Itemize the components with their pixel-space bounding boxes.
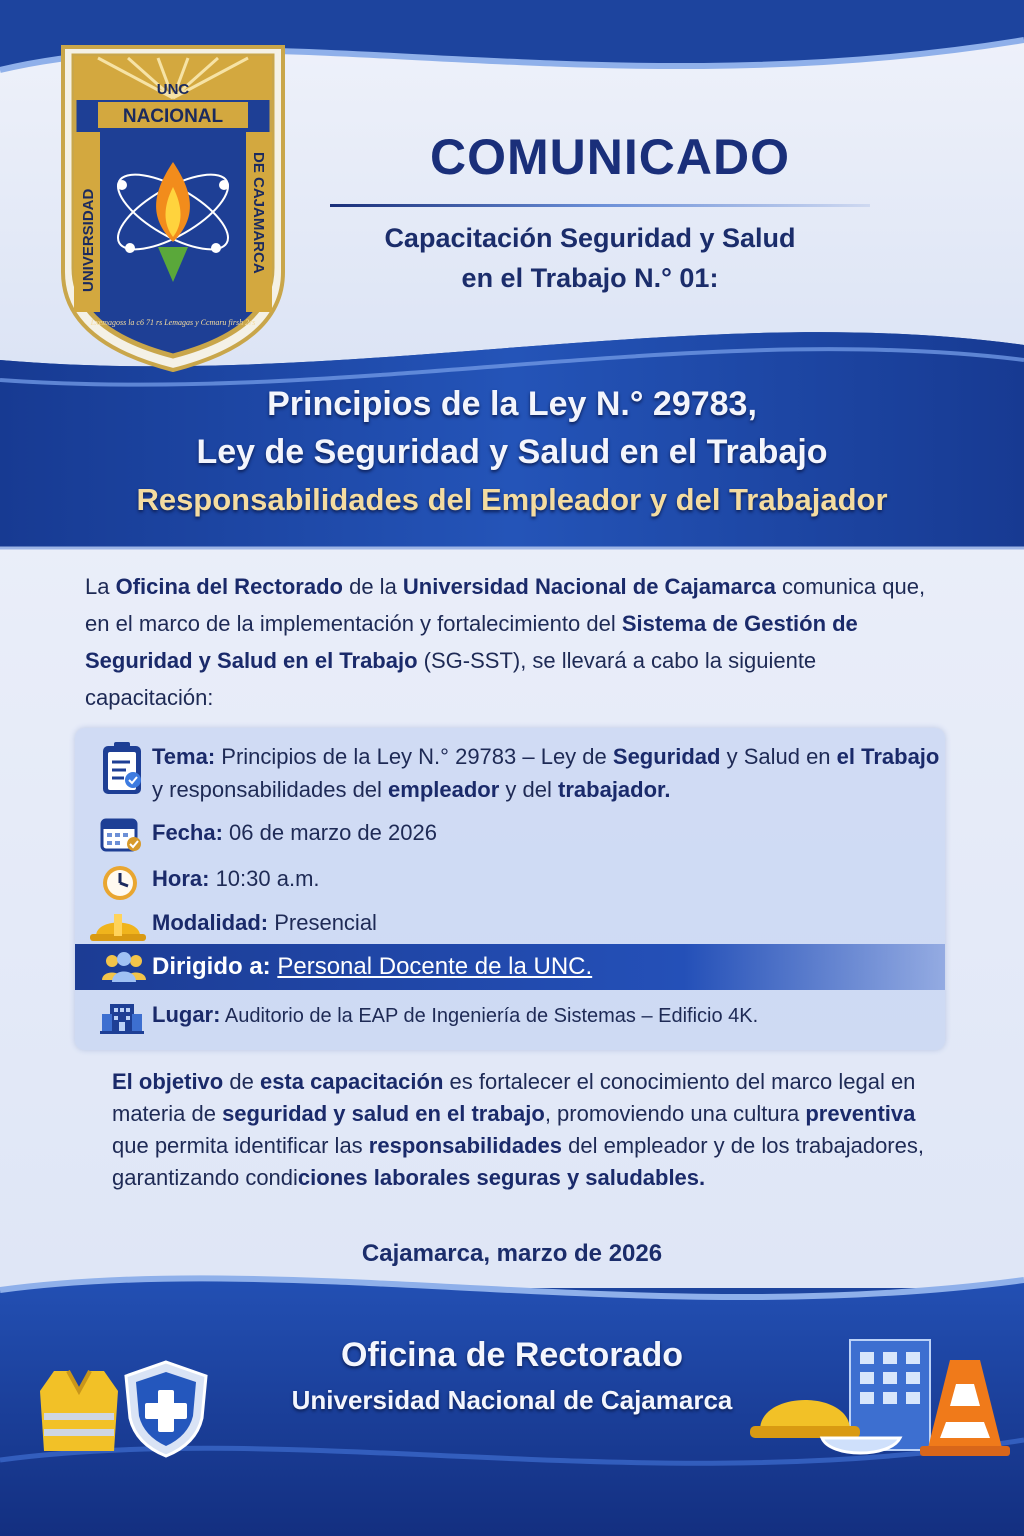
dirigido-value: Personal Docente de la UNC. [277,953,593,980]
crest-right-text: DE CAJAMARCA [250,152,267,274]
title-divider [330,204,870,207]
crest-top-text: UNC [156,81,190,98]
objective-bold: responsabilidades [368,1133,562,1158]
modalidad-text [152,906,942,939]
dirigido-highlight-bar [75,944,945,990]
clock-icon [100,862,144,902]
tema-value: y del [499,777,559,802]
hard-hat-icon [88,906,148,946]
hora-label: Hora: [152,866,210,891]
fecha-label: Fecha: [152,820,223,845]
banner-line-2: Ley de Seguridad y Salud en el Trabajo [196,433,828,471]
lugar-text [152,998,942,1033]
tema-value-bold: empleador [388,777,500,802]
hora-text [152,862,942,895]
fecha-value: 06 de marzo de 2026 [222,820,437,845]
objective-text: que permita identificar las [112,1133,369,1158]
modalidad-label: Modalidad: [152,910,269,935]
tema-value-bold: Seguridad [612,744,721,769]
place-date: Cajamarca, marzo de 2026 [361,1240,663,1267]
crest-left-text: UNIVERSIDAD [80,188,97,292]
lugar-value: Auditorio de la EAP de Ingeniería de Sistemas – Edificio 4K. [220,1005,759,1027]
objective-bold: preventiva [805,1101,916,1126]
fecha-text [152,816,942,849]
page-subtitle [340,218,840,298]
objective-paragraph [112,1066,942,1194]
safety-equipment-cluster-icon [740,1330,1020,1470]
safety-vest-icon [34,1365,124,1455]
dirigido-label: Dirigido a: [152,953,271,980]
objective-bold: esta capacitación [259,1069,444,1094]
page-title: COMUNICADO [430,129,790,185]
calendar-icon [100,816,144,852]
building-icon [100,998,144,1034]
intro-bold: Oficina del Rectorado [115,574,343,599]
tema-value: Principios de la Ley N.° 29783 – Ley de [215,744,613,769]
topic-banner [0,380,1024,550]
objective-bold: seguridad y salud en el trabajo [222,1101,545,1126]
modalidad-value: Presencial [268,910,377,935]
tema-text [152,740,942,806]
objective-bold: El objetivo [112,1069,224,1094]
subtitle-line-2: en el Trabajo N.° 01: [461,263,719,293]
objective-text: del empleador y de los trabajadores, garantizando condi [112,1133,924,1190]
objective-bold: seguras y saludables. [476,1165,706,1190]
tema-value: y Salud en [720,744,837,769]
objective-text: es fortalecer el conocimiento del marco legal en materia de [112,1069,916,1126]
subtitle-line-1: Capacitación Seguridad y Salud [384,223,796,253]
university-crest-logo [58,42,288,372]
hora-value: 10:30 a.m. [209,866,320,891]
footer-university: Universidad Nacional de Cajamarca [291,1385,733,1415]
intro-text: (SG-SST), se llevará a cabo la siguiente capacitación: [85,648,817,710]
tema-label: Tema: [152,744,216,769]
intro-text: comunica que, en el marco de la implementación y fortalecimiento del [85,574,926,636]
intro-text: de la [342,574,403,599]
lugar-label: Lugar: [152,1002,221,1027]
tema-value-bold: trabajador. [558,777,671,802]
banner-line-1: Principios de la Ley N.° 29783, [267,385,757,423]
intro-bold: Sistema de Gestión de Seguridad y Salud en el Trabajo [85,611,858,673]
people-group-icon [100,950,148,984]
objective-bold: ciones laborales [297,1165,471,1190]
intro-paragraph [85,568,945,716]
intro-bold: Universidad Nacional de Cajamarca [402,574,776,599]
objective-text: de [223,1069,260,1094]
crest-motto: Lxemagoss la c6 71 rs Lemagas y Ccmaru firsh 2rs [90,318,256,327]
tema-value-bold: el Trabajo [836,744,940,769]
objective-text: , promoviendo una cultura [544,1101,806,1126]
dirigido-text [152,950,942,983]
clipboard-icon [100,740,144,796]
tema-value: y responsabilidades del [152,777,389,802]
details-card [75,728,945,1050]
intro-text: La [85,574,116,599]
footer-office: Oficina de Rectorado [341,1336,683,1374]
banner-line-3: Responsabilidades del Empleador y del Trabajador [136,482,888,517]
crest-band-text: NACIONAL [122,106,224,127]
medical-shield-icon [120,1358,212,1458]
